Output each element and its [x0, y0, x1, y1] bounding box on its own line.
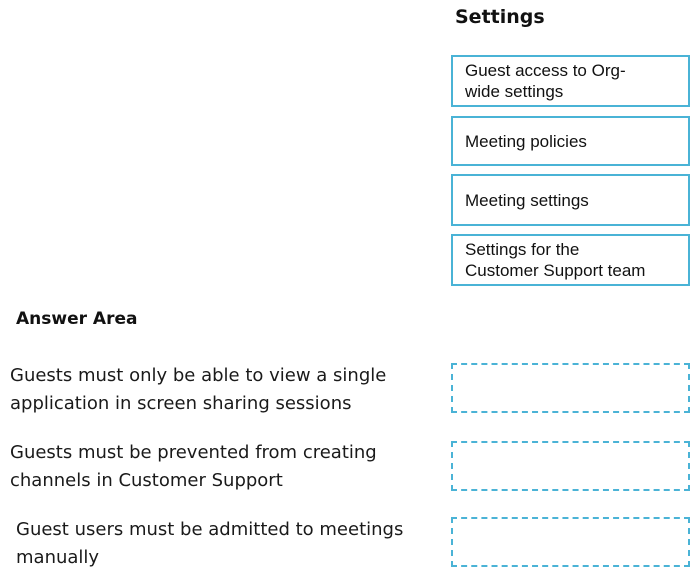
option-meeting-settings[interactable]	[451, 174, 690, 226]
answer-dropzone-screen-sharing[interactable]	[451, 363, 690, 413]
option-guest-access-org-wide-settings[interactable]	[451, 55, 690, 107]
answer-area-heading: Answer Area	[16, 309, 138, 329]
option-label	[465, 239, 645, 281]
option-label	[465, 60, 626, 102]
option-label: Meeting policies	[465, 131, 587, 151]
option-label-line1: Guest access to Org-	[465, 61, 626, 80]
statement-create-channels	[10, 439, 440, 495]
option-label: Meeting settings	[465, 190, 589, 210]
statement-line2: manually	[16, 547, 100, 568]
option-label-line2: Customer Support team	[465, 261, 646, 280]
statement-line1: Guests must be prevented from creating	[10, 442, 377, 463]
statement-screen-sharing	[10, 362, 440, 418]
option-settings-customer-support-team[interactable]	[451, 234, 690, 286]
statement-line1: Guests must only be able to view a single	[10, 365, 387, 386]
answer-dropzone-admit-manually[interactable]	[451, 517, 690, 567]
statement-line1: Guest users must be admitted to meetings	[16, 519, 404, 540]
answer-dropzone-create-channels[interactable]	[451, 441, 690, 491]
option-label-line1: Settings for the	[465, 240, 580, 259]
statement-line2: application in screen sharing sessions	[10, 393, 352, 414]
option-meeting-policies[interactable]	[451, 116, 690, 166]
settings-heading: Settings	[455, 6, 545, 28]
option-label-line2: wide settings	[465, 82, 564, 101]
statement-admit-manually	[16, 516, 446, 572]
statement-line2: channels in Customer Support	[10, 470, 283, 491]
